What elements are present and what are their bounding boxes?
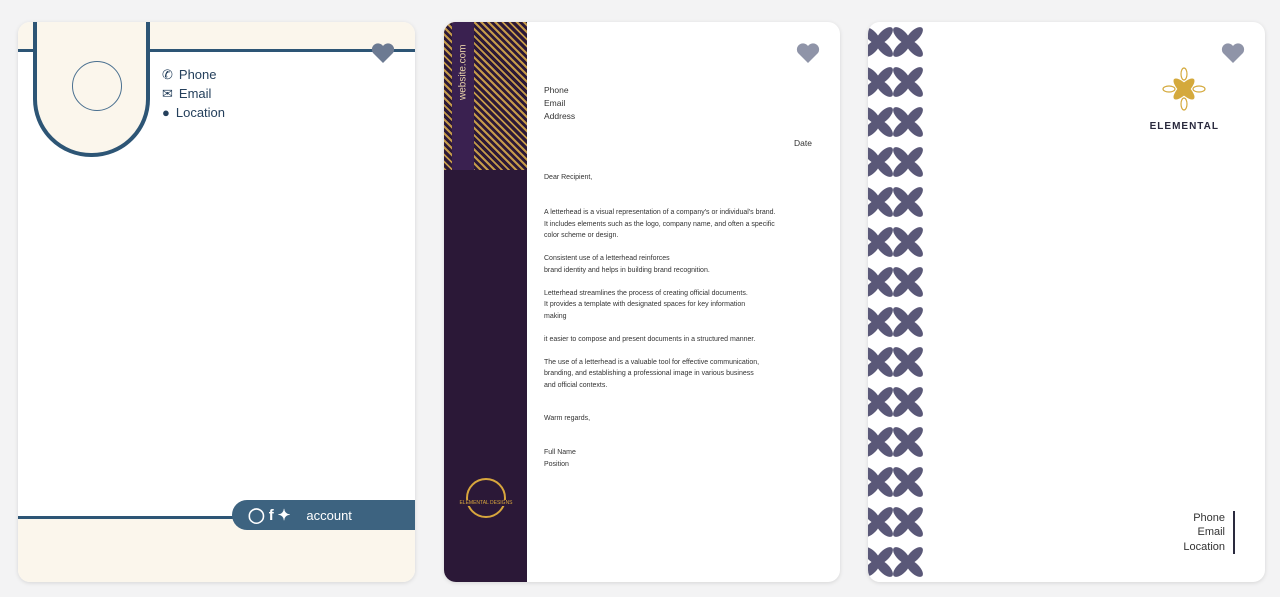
instagram-icon: ◯	[248, 507, 265, 524]
elemental-designs-logo	[72, 61, 122, 111]
contact-list	[1183, 511, 1235, 555]
letterhead-template-card-3[interactable]	[868, 22, 1265, 582]
favorite-heart-icon[interactable]	[1221, 42, 1245, 64]
brand-block	[1150, 66, 1219, 132]
contact-location: Location	[1183, 540, 1225, 553]
geometric-pattern-strip	[868, 22, 924, 582]
letter-body: A letterhead is a visual representation of a company's or individual's brand. It includes elements such as the logo, company name, and often a specific color scheme or design. Consistent use of a letterhead reinforces brand identity and helps in building brand recognition. Letterhead streamlines the process of creating official documents. It provides a template with designated spaces for key information making it easier to compose and present documents in a structured manner. The use of a letterhead is a valuable tool for effective communication, branding, and establishing a professional image in various business and official contexts.	[544, 209, 776, 389]
twitter-icon: ✦	[277, 507, 291, 524]
brand-name: ELEMENTAL	[1149, 121, 1219, 132]
contact-email: Email	[178, 86, 212, 101]
favorite-heart-icon[interactable]	[371, 42, 395, 64]
logo-text: ELEMENTAL DESIGNS	[452, 500, 520, 506]
logo-arch	[33, 22, 150, 157]
social-bar	[232, 500, 415, 530]
facebook-icon: f	[268, 506, 274, 524]
letterhead-template-card-2[interactable]	[444, 22, 840, 582]
date: Date	[794, 138, 812, 148]
email-icon: ✉	[162, 86, 173, 101]
contact-phone: Phone	[178, 67, 217, 82]
location-pin-icon: ●	[162, 105, 170, 120]
gold-flower-logo-icon	[1161, 66, 1207, 112]
salutation: Dear Recipient,	[544, 174, 593, 181]
website-text: website.com	[457, 44, 469, 100]
gold-logo-icon	[466, 478, 506, 518]
contact-list	[162, 65, 225, 122]
letterhead-template-card-1[interactable]	[18, 22, 415, 582]
contact-phone: Phone	[1193, 511, 1225, 524]
social-handle: account	[306, 507, 352, 523]
sender-contacts: Phone Email Address	[544, 85, 576, 121]
signature: Full Name Position	[544, 449, 576, 468]
phone-icon: ✆	[162, 67, 173, 82]
contact-email: Email	[1197, 526, 1225, 538]
favorite-heart-icon[interactable]	[796, 42, 820, 64]
closing: Warm regards,	[544, 415, 591, 422]
contact-location: Location	[175, 105, 226, 120]
